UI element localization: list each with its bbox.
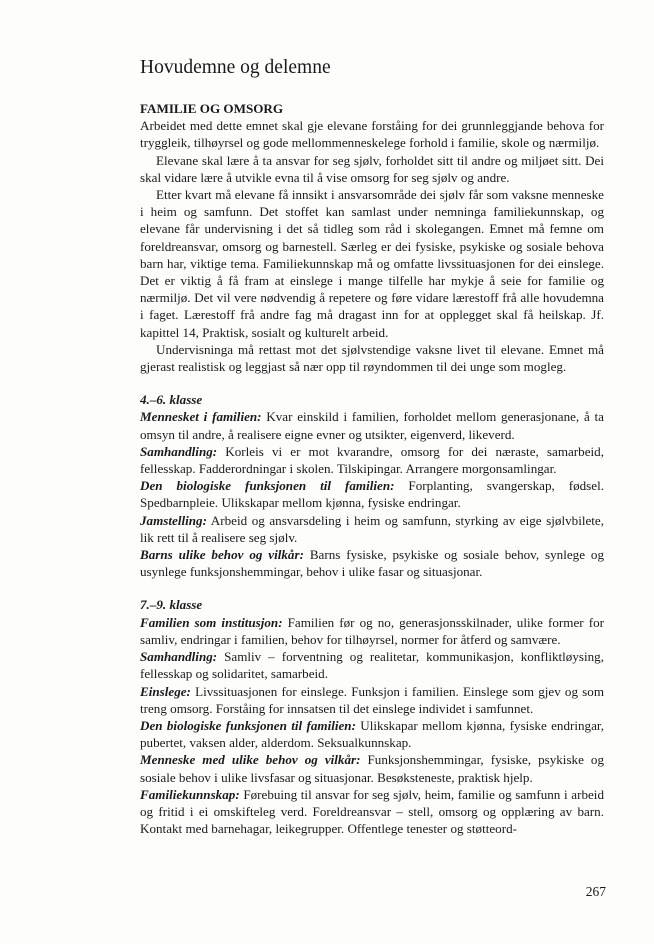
topic-term: Familien som institusjon: — [140, 614, 283, 630]
topic-item — [140, 408, 604, 442]
grade-heading-4-6: 4.–6. klasse — [140, 392, 203, 408]
topic-text: Livssituasjonen for einslege. Funksjon i familien. Einslege som gjev og som treng omsorg. Forståing for innsatsen til det einslege individet i samfunnet. — [140, 683, 604, 716]
topic-text: Samliv – forventning og realitetar, kommunikasjon, konfliktløysing, fellesskap og solidaritet, samarbeid. — [140, 649, 604, 682]
page-title: Hovudemne og delemne — [140, 57, 331, 78]
topic-text: Kvar einskild i familien, forholdet mellom generasjonane, å ta omsyn til andre, å realisere eigne evner og utsikter, eigenverd, likeverd. — [140, 409, 604, 442]
topic-item — [140, 717, 604, 751]
topic-term: Jamstelling: — [140, 512, 207, 528]
topic-term: Samhandling: — [140, 443, 218, 459]
topic-term: Menneske med ulike behov og vilkår: — [140, 752, 361, 768]
section-paragraph: Elevane skal lære å ta ansvar for seg sjølv, forholdet sitt til andre og miljøet sitt. Dei skal vidare lære å utvikle evna til å vise omsorg for seg sjølv og andre. — [140, 152, 604, 185]
grade-heading-7-9: 7.–9. klasse — [140, 597, 203, 613]
topic-text: Ulikskapar mellom kjønna, fysiske endringar, pubertet, vaksen alder, alderdom. Seksualkunnskap. — [140, 717, 605, 751]
topic-text: Barns fysiske, psykiske og sosiale behov, synlege og usynlege funksjonshemmingar, behov i ulike fasar og situasjonar. — [140, 547, 604, 580]
topic-text: Funksjonshemmingar, fysiske, psykiske og sosiale behov i ulike livsfasar og situasjonar. Besøksteneste, praktisk hjelp. — [140, 752, 604, 785]
section-paragraph: Etter kvart må elevane få innsikt i ansvarsområde dei sjølv får som vaksne menneske i heim og samfunn. Det stoffet kan samlast under nemninga familiekunnskap, og elevane får undervisning i det så tidleg som råd i skolegangen. Emnet må femne om foreldreansvar, omsorg og barnestell. Særleg er dei fysiske, psykiske og sosiale behova barn har, viktige tema. Familiekunnskap må og omfatte livssituasjonen for dei einslege. Det er viktig å få fram at einslege i mange tilfelle har mykje å seie for familie og nærmiljø. Det vil vere nødvendig å repetere og føre vidare lærestoff frå alle hovudemna i faget. Lærestoff frå andre fag må dragast inn for at opplegget skal få heilskap. Jf. kapittel 14, Praktisk, sosialt og kulturelt arbeid. — [140, 187, 604, 340]
topic-term: Einslege: — [140, 683, 191, 699]
topic-term: Mennesket i familien: — [140, 409, 262, 425]
section-paragraph: Arbeidet med dette emnet skal gje elevane forståing for dei grunnleggjande behova for tryggleik, tilhøyrsel og gode mellommenneskelege forhold i familie, skole og nærmiljø. — [140, 118, 604, 151]
topic-text: Forplanting, svangerskap, fødsel. Spedbarnpleie. Ulikskapar mellom kjønna, fysiske endringar. — [140, 478, 605, 511]
topic-text: Korleis vi er mot kvarandre, omsorg for dei næraste, samarbeid, fellesskap. Fadderordningar i skolen. Tilskipingar. Arrangere morgonsamlingar. — [140, 443, 604, 477]
topic-item — [140, 648, 604, 682]
page-number: 267 — [585, 884, 606, 899]
topic-term: Barns ulike behov og vilkår: — [140, 547, 304, 563]
topic-text: Familien før og no, generasjonsskilnader, ulike former for samliv, endringar i familien, behov for tilhøyrsel, normer for åtferd og samvære. — [140, 614, 604, 647]
section-title: FAMILIE OG OMSORG — [140, 101, 284, 116]
topic-text: Førebuing til ansvar for seg sjølv, heim, familie og samfunn i arbeid og fritid i ei omskifteleg verd. Foreldreansvar – stell, omsorg og opplæring av barn. Kontakt med barnehagar, leikegrupper. Offentlege tenester og støtteord- — [140, 786, 604, 837]
topic-term: Den biologiske funksjonen til familien: — [140, 717, 356, 733]
topic-term: Samhandling: — [140, 649, 218, 665]
page-content — [140, 56, 604, 837]
topic-item — [140, 751, 604, 785]
topic-term: Den biologiske funksjonen til familien: — [140, 478, 395, 494]
topic-item — [140, 614, 604, 648]
topic-item — [140, 546, 604, 580]
section-paragraph: Undervisninga må rettast mot det sjølvstendige vaksne livet til elevane. Emnet må gjerast realistisk og leggjast så nær opp til røyndommen til dei unge som mogleg. — [140, 341, 604, 375]
topic-term: Familiekunnskap: — [140, 786, 240, 802]
topic-item — [140, 786, 604, 838]
topic-item — [140, 512, 604, 546]
topic-item — [140, 683, 604, 717]
topic-item — [140, 443, 604, 477]
topic-text: Arbeid og ansvarsdeling i heim og samfunn, styrking av eige sjølvbilete, lik rett til å realisere seg sjølv. — [140, 512, 604, 545]
topic-item — [140, 477, 604, 511]
